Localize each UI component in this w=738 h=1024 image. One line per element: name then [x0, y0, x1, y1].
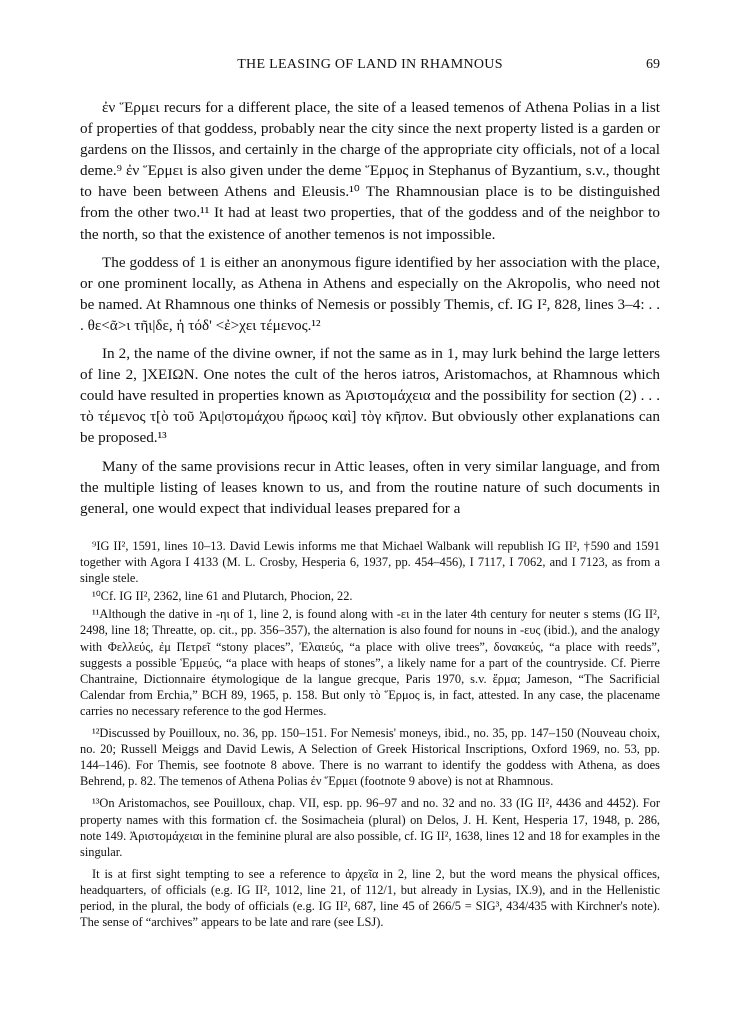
- footnote-13-continuation: It is at first sight tempting to see a reference to ἀρχεῖα in 2, line 2, but the word means the physical offices, headquarters, of officials (e.g. IG II², 1012, line 21, of 112/1, but already in Lysias, IX.9), and in the Hellenistic period, in the plural, the body of officials (e.g. IG II², 687, line 45 of 266/5 = SIG³, 434/435 with Kirchner's note). The sense of “archives” appears to be late and rare (see LSJ).: [80, 866, 660, 930]
- footnote-12: ¹²Discussed by Pouilloux, no. 36, pp. 150–151. For Nemesis' moneys, ibid., no. 35, pp. 147–150 (Nouveau choix, no. 20; Russell Meiggs and David Lewis, A Selection of Greek Historical Inscriptions, Oxford 1969, no. 53, pp. 144–146). For Themis, see footnote 8 above. There is no warrant to identify the goddess with Athena, as does Behrend, p. 82. The temenos of Athena Polias ἐν Ἕρμει (footnote 9 above) is not at Rhamnous.: [80, 726, 660, 789]
- footnotes: [80, 538, 660, 936]
- running-title: THE LEASING OF LAND IN RHAMNOUS: [237, 57, 503, 72]
- running-header: [80, 57, 660, 79]
- main-text: [80, 97, 660, 526]
- footnote-13: ¹³On Aristomachos, see Pouilloux, chap. VII, esp. pp. 96–97 and no. 32 and no. 33 (IG II², 4436 and 4452). For property names with this formation cf. the Sosimacheia (plural) on Delos, J. H. Kent, Hesperia 17, 1948, p. 286, note 149. Ἀριστομάχειαι in the feminine plural are also possible, cf. IG II², 1638, lines 12 and 18 for examples in the singular.: [80, 796, 660, 859]
- body-paragraph: The goddess of 1 is either an anonymous figure identified by her association with the place, or one prominent locally, as Athena in Athens and especially on the Akropolis, who need not be named. At Rhamnous one thinks of Nemesis or possibly Themis, cf. IG I², 828, lines 3–4: . . . θε<ᾶ>ι τῆι|δε, ἡ τόδ' <ἐ>χει τέμενος.¹²: [80, 253, 660, 334]
- footnote-10: ¹⁰Cf. IG II², 2362, line 61 and Plutarch, Phocion, 22.: [92, 589, 353, 604]
- footnote-9: ⁹IG II², 1591, lines 10–13. David Lewis informs me that Michael Walbank will republish IG II², †590 and 1591 together with Agora I 4133 (M. L. Crosby, Hesperia 6, 1937, pp. 454–456), I 7117, I 7062, and I 7123, as from a single stele.: [80, 539, 660, 586]
- page-number: 69: [646, 57, 660, 72]
- footnote-11: ¹¹Although the dative in -ηι of 1, line 2, is found along with -ει in the later 4th century for neuter s stems (IG II², 2498, line 18; Threatte, op. cit., pp. 356–357), the alternation is also found for nouns in -ευς (ibid.), and the analogy with Φελλεύς, ἐμ Πετρεῖ “stony places”, Ἐλαιεύς, “a place with olive trees”, δονακεύς, “a place with reeds”, suggests a possible Ἑρμεύς, “a place with heaps of stones”, a likely name for a part of the countryside. Cf. Pierre Chantraine, Dictionnaire étymologique de la langue grecque, Paris 1970, s.v. ἕρμα; Jameson, “The Sacrificial Calendar from Erchia,” BCH 89, 1965, p. 158. But only τὸ Ἕρμος is, in fact, attested. In any case, the placename carries no necessary reference to the god Hermes.: [80, 607, 660, 718]
- body-paragraph: Many of the same provisions recur in Attic leases, often in very similar language, and from the multiple listing of leases known to us, and from the routine nature of such documents in general, one would expect that individual leases prepared for a: [80, 457, 660, 517]
- footnote-separator: [80, 523, 660, 524]
- body-paragraph: ἐν Ἕρμει recurs for a different place, the site of a leased temenos of Athena Polias in a list of properties of that goddess, probably near the city since the next property listed is a garden or gardens on the Ilissos, and certainly in the charge of the appropriate city officials, not of a local deme.⁹ ἐν Ἕρμει is also given under the deme Ἕρμος in Stephanus of Byzantium, s.v., thought to have been between Athens and Eleusis.¹⁰ The Rhamnousian place is to be distinguished from the other two.¹¹ It had at least two properties, that of the goddess and of the neighbor to the north, so that the existence of another temenos is not impossible.: [80, 99, 660, 243]
- body-paragraph: In 2, the name of the divine owner, if not the same as in 1, may lurk behind the large letters of line 2, ]ΧΕΙΩΝ. One notes the cult of the heros iatros, Aristomachos, at Rhamnous which could have resulted in properties known as Ἀριστομάχεια and the possibility for section (2) . . . τὸ τέμενος τ[ὸ τοῦ Ἀρι|στομάχου ἥρωος καὶ] τὸγ κῆπον. But obviously other explanations can be proposed.¹³: [80, 345, 660, 447]
